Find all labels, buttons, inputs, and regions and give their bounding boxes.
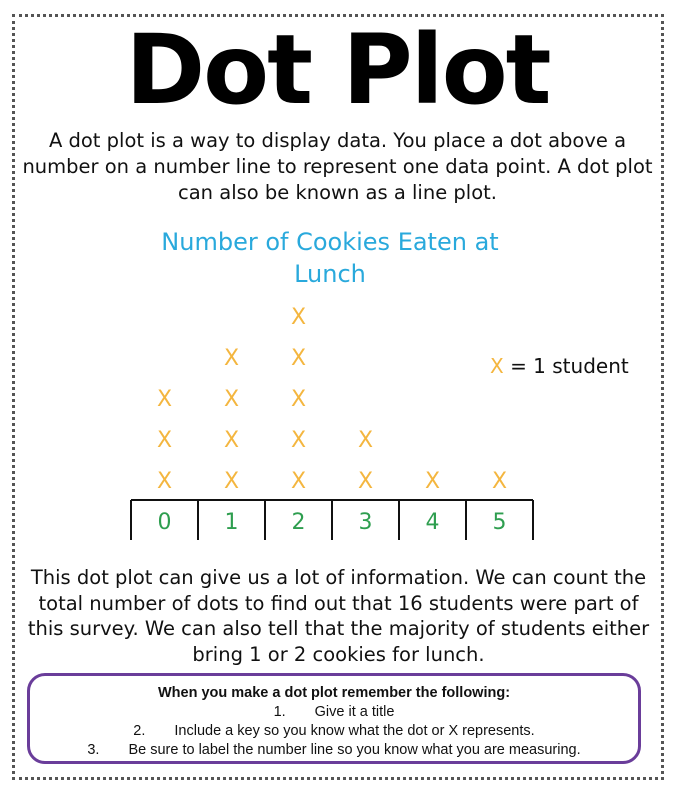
data-mark: X [290, 387, 307, 412]
data-mark: X [223, 428, 240, 453]
data-mark: X [290, 346, 307, 371]
reminder-item: 3. Be sure to label the number line so you know what you are measuring. [87, 742, 581, 758]
tick-label: 1 [224, 510, 239, 535]
data-mark: X [424, 469, 441, 494]
chart-key [490, 352, 629, 380]
data-mark: X [223, 469, 240, 494]
reminder-heading: When you make a dot plot remember the following: [157, 685, 511, 701]
reminder-box [27, 673, 641, 764]
page-title: Dot Plot [125, 14, 550, 126]
data-mark: X [290, 428, 307, 453]
key-text: = 1 student [510, 354, 629, 378]
tick-label: 0 [157, 510, 172, 535]
chart-title: Number of Cookies Eaten at Lunch [161, 228, 499, 288]
data-mark: X [156, 387, 173, 412]
data-mark: X [290, 469, 307, 494]
data-mark: X [223, 387, 240, 412]
reminder-item: 2. Include a key so you know what the dot or X represents. [133, 723, 535, 739]
tick-label: 4 [425, 510, 440, 535]
data-mark: X [223, 346, 240, 371]
reminder-item: 1. Give it a title [273, 704, 395, 720]
data-mark: X [156, 428, 173, 453]
intro-paragraph: A dot plot is a way to display data. You place a dot above a number on a number line to represent one data point. A dot plot can also be known as a line plot. [22, 129, 653, 204]
tick-label: 2 [291, 510, 306, 535]
data-mark: X [156, 469, 173, 494]
key-symbol: X [490, 354, 504, 378]
data-mark: X [491, 469, 508, 494]
reminder-list [30, 703, 638, 760]
data-mark: X [357, 428, 374, 453]
data-mark: X [290, 305, 307, 330]
data-mark: X [357, 469, 374, 494]
tick-label: 3 [358, 510, 373, 535]
tick-label: 5 [492, 510, 507, 535]
summary-paragraph: This dot plot can give us a lot of information. We can count the total number of dots to find out that 16 students were part of this survey. We can also tell that the majority of students either bring 1 or 2 cookies for lunch. [27, 566, 650, 666]
